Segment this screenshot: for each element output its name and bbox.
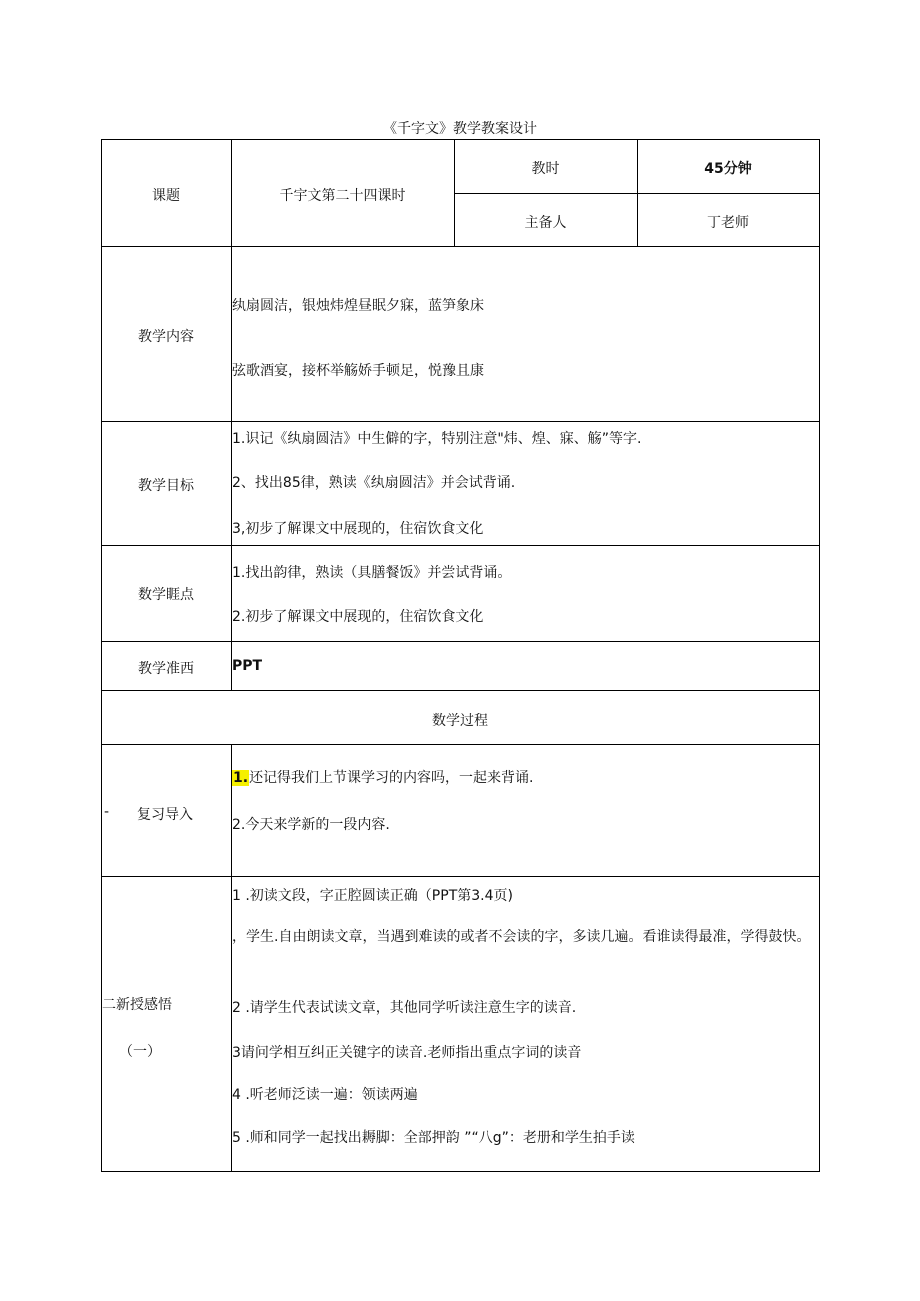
row-divider [101,421,820,422]
difficulty-line: 1.找出韵律，熟读（具膳餐饭》并尝试背诵。 [232,565,512,581]
hours-label: 教时 [531,161,560,177]
difficulty-line: 2.初步了解课文中展现的，住宿饮食文化 [232,609,484,625]
goal-line: 3,初步了解课文中展现的，住宿饮食文化 [232,521,484,537]
row-divider [101,246,820,247]
review-line [232,767,534,787]
table-border-left [101,139,102,1172]
table-border-top [101,139,820,140]
review-dash: - [104,804,110,820]
row-divider [101,690,820,691]
highlighted-number: 1. [233,770,249,786]
new-lesson-line: ，学生.自由朗读文章，当遇到难读的或者不会读的字，多读几遍。看谁读得最准，学得鼓快。 [232,929,811,945]
new-lesson-line: 2 .请学生代表试读文章，其他同学听读注意生字的读音. [232,1000,577,1016]
preparer-value: 丁老师 [707,215,749,231]
table-border-bottom [101,1171,820,1172]
document-title: 《千字文》教学教案设计 [383,121,537,137]
goal-line: 1.识记《纨扇圆洁》中生僻的字，特别注意"炜、煌、寐、觞”等字. [232,431,642,447]
content-line: 弦歌酒宴，接杯举觞娇手顿足，悦豫且康 [232,363,484,379]
row-divider [101,744,820,745]
new-lesson-label: 二新授感悟 [102,997,172,1013]
row-divider [101,876,820,877]
difficulty-label: 数学睚点 [138,587,194,603]
hours-value: 45分钟 [704,161,752,177]
process-title: 数学过程 [432,713,488,729]
new-lesson-line: 5 .师和同学一起找出耨脚：全部押韵 ”“八g”：老册和学生拍手读 [232,1130,635,1146]
new-lesson-line: 1 .初读文段，字正腔圆读正确（PPT第3.4页) [232,888,513,904]
row-divider [101,545,820,546]
content-label: 教学内容 [138,329,194,345]
subject-label: 课题 [152,188,180,204]
subject-value: 千宇文第二十四课时 [279,188,406,204]
label-column-line [231,744,232,1172]
review-line: 2.今天来学新的一段内容. [232,817,390,833]
lesson-plan-table [101,139,820,1172]
table-border-right [819,139,820,1172]
content-line: 纨扇圆洁，银烛炜煌昼眠夕寐，蓝笋象床 [232,298,484,314]
preparer-label: 主备人 [524,215,567,231]
new-lesson-line: 4 .听老师泛读一遍：领读两遍 [232,1087,418,1103]
goals-label: 教学目标 [138,478,194,494]
prep-value: PPT [232,658,263,674]
row-divider [101,641,820,642]
review-line-text: 还记得我们上节课学习的内容吗，一起来背诵. [249,770,534,786]
new-lesson-line: 3请问学相互纠正关键字的读音.老师指出重点字词的读音 [232,1045,582,1061]
review-label: 复习导入 [137,807,193,823]
prep-label: 教学准西 [138,661,194,677]
new-lesson-sublabel: （一） [119,1044,161,1060]
goal-line: 2、找出85律，熟读《纨扇圆洁》并会试背诵. [232,475,516,491]
